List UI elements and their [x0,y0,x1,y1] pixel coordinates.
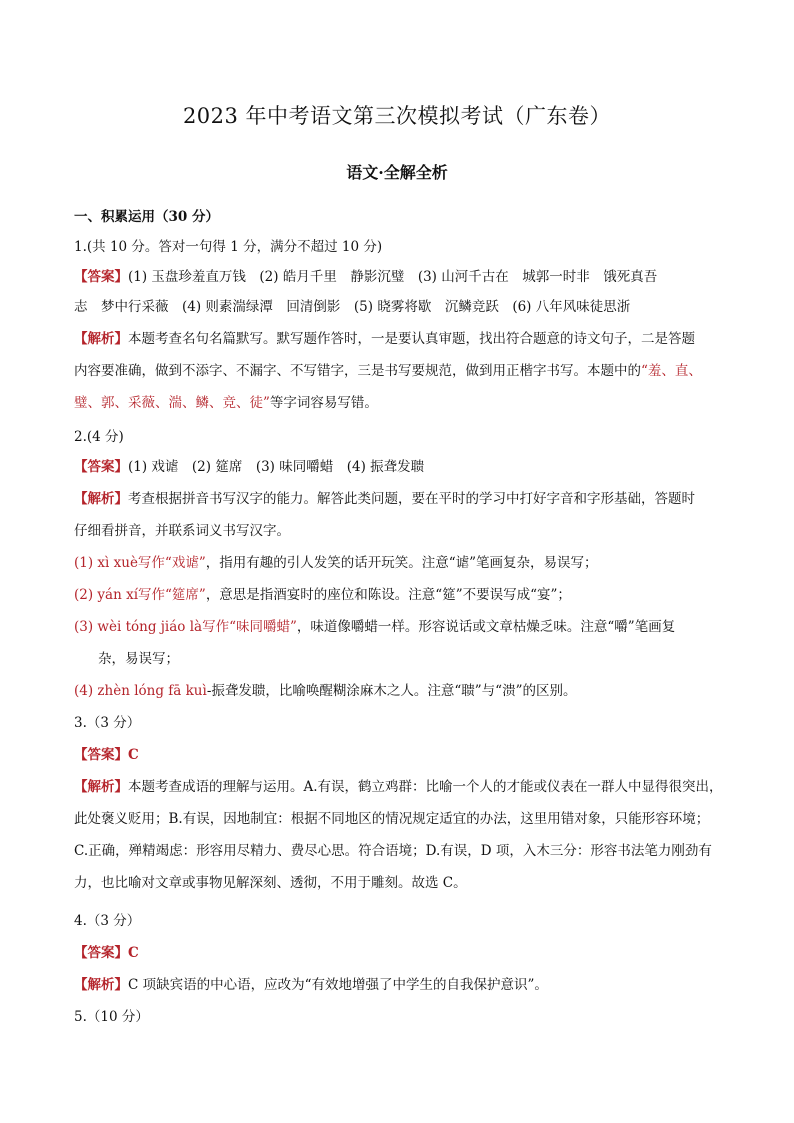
q2-heading: 2.(4 分) [74,429,124,445]
q4-answer-value: C [128,945,139,961]
q4-analysis-text: C 项缺宾语的中心语，应改为“有效地增强了中学生的自我保护意识”。 [128,977,548,993]
q1-analysis-line1 [74,330,695,348]
q1-heading: 1.(共 10 分。答对一句得 1 分，满分不超过 10 分) [74,239,383,255]
q1-answer-text1: (1) 玉盘珍羞直万钱 (2) 皓月千里 静影沉璧 (3) 山河千古在 城郭一时非 饿死真吾 [128,269,658,285]
page-subtitle: 语文·全解全析 [346,163,448,182]
q1-analysis-line2 [74,362,702,380]
q2-item2 [74,586,571,604]
q2-item3-pinyin: (3) wèi tóng jiáo là写作“味同嚼蜡” [74,619,297,635]
q2-item1-pinyin: (1) xì xuè写作“戏谑” [74,555,206,571]
q2-analysis-line2: 仔细看拼音，并联系词义书写汉字。 [74,523,290,539]
analysis-label: 【解析】 [74,331,128,347]
analysis-label: 【解析】 [74,977,128,993]
q3-analysis-line2: 此处褒义贬用；B.有误，因地制宜：根据不同地区的情况规定适宜的办法，这里用错对象，只能形容环境； [74,811,710,827]
q2-item3-continued: 杂，易误写； [98,651,179,667]
q2-item3-text: ，味道像嚼蜡一样。形容说话或文章枯燥乏味。注意“嚼”笔画复 [296,619,676,635]
q2-item3 [74,618,675,636]
q1-analysis-text1: 本题考查名句名篇默写。默写题作答时，一是要认真审题，找出符合题意的诗文句子，二是答题 [128,331,695,347]
q3-analysis-line4: 力，也比喻对文章或事物见解深刻、透彻，不用于雕刻。故选 C。 [74,875,467,891]
q2-item2-text: ，意思是指酒宴时的座位和陈设。注意“筵”不要误写成“宴”； [205,587,571,603]
q2-analysis-text1: 考查根据拼音书写汉字的能力。解答此类问题，要在平时的学习中打好字音和字形基础，答题时 [128,491,695,507]
q3-answer-value: C [128,747,139,763]
answer-label: 【答案】 [74,269,128,285]
q2-item1 [74,554,598,572]
analysis-label: 【解析】 [74,779,128,795]
q3-heading: 3.（3 分） [74,715,141,731]
q1-answer-line1 [74,268,657,286]
q1-analysis-end: 等字词容易写错。 [269,395,378,411]
q3-analysis-text1: 本题考查成语的理解与运用。A.有误，鹤立鸡群：比喻一个人的才能或仪表在一群人中显得很突出， [128,779,723,795]
q2-analysis-line1 [74,490,695,508]
q3-analysis-line1 [74,778,723,796]
analysis-label: 【解析】 [74,491,128,507]
q4-heading: 4.（3 分） [74,913,141,929]
page-title: 2023 年中考语文第三次模拟考试（广东卷） [182,104,612,128]
q1-analysis-text2: 内容要准确，做到不添字、不漏字、不写错字，三是书写要规范，做到用正楷字书写。本题中的 [74,363,641,379]
q2-item2-pinyin: (2) yán xí写作“筵席” [74,587,206,603]
q2-answer-line [74,458,424,476]
q4-answer-line [74,944,139,962]
q1-answer-line2: 志 梦中行采薇 (4) 则素湍绿潭 回清倒影 (5) 晓雾将歇 沉鳞竞跃 (6) 八年风味徒思浙 [74,299,631,315]
answer-label: 【答案】 [74,747,128,763]
q3-analysis-line3: C.正确，殚精竭虑：形容用尽精力、费尽心思。符合语境；D.有误，D 项，入木三分：形容书法笔力刚劲有 [74,843,712,859]
q2-item4-pinyin: (4) zhèn lóng fā kuì [74,683,207,699]
q5-heading: 5.（10 分） [74,1009,149,1025]
q2-answer-text: (1) 戏谑 (2) 筵席 (3) 味同嚼蜡 (4) 振聋发聩 [128,459,425,475]
q2-item4-text: -振聋发聩，比喻唤醒糊涂麻木之人。注意“聩”与“溃”的区别。 [206,683,577,699]
q3-answer-line [74,746,139,764]
answer-label: 【答案】 [74,459,128,475]
q1-analysis-line3 [74,394,378,412]
q2-item1-text: ，指用有趣的引人发笑的话开玩笑。注意“谑”笔画复杂，易误写； [205,555,598,571]
answer-label: 【答案】 [74,945,128,961]
section-heading: 一、积累运用（30 分） [74,209,219,225]
q4-analysis-line [74,976,548,994]
q1-analysis-quote1: “羞、直、 [641,363,702,379]
q1-analysis-quote2: 璧、郭、采薇、湍、鳞、竞、徒” [74,395,270,411]
q2-item4 [74,682,576,700]
